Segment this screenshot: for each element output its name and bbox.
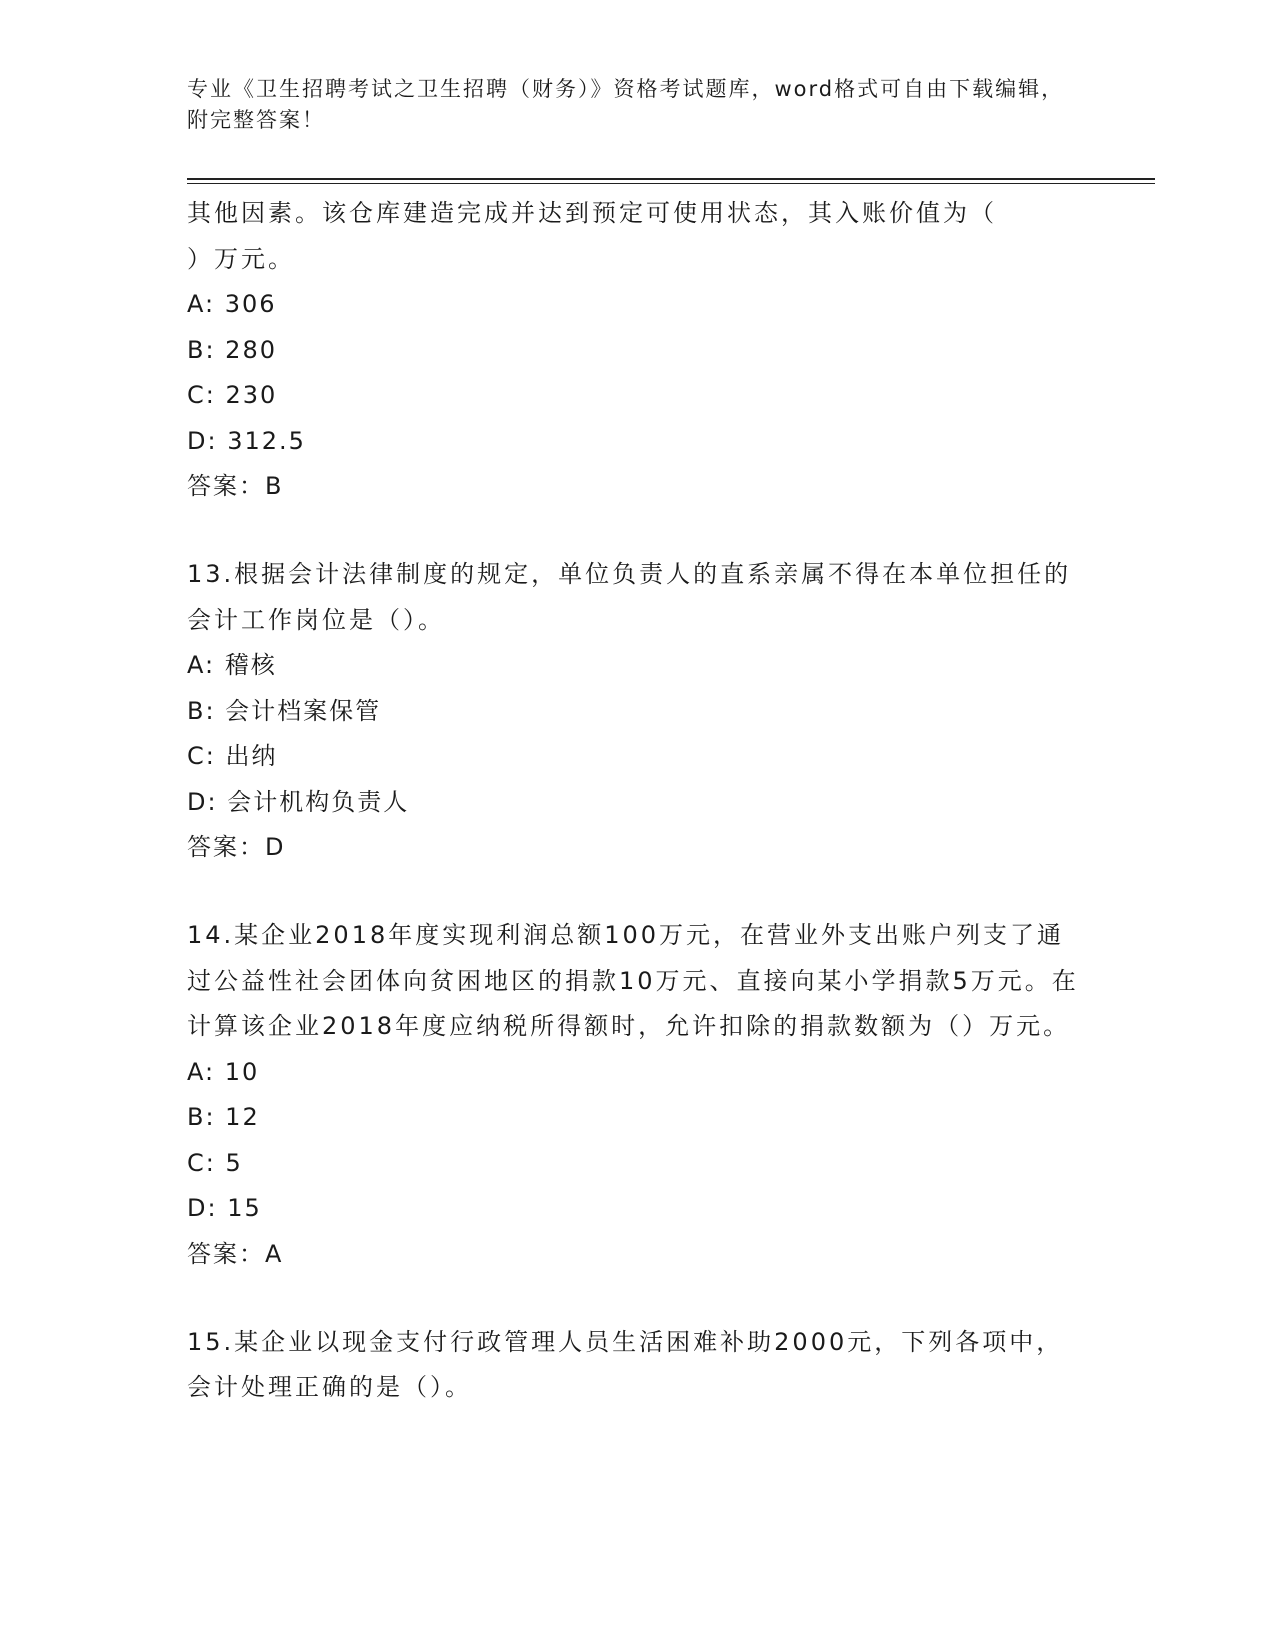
answer-line: 答案：A	[187, 1239, 284, 1268]
option-d: D: 312.5	[187, 426, 306, 455]
option-c: C: 出纳	[187, 742, 278, 770]
option-c: C: 230	[187, 381, 278, 409]
option-b: B: 280	[187, 335, 277, 364]
option-b: B: 会计档案保管	[187, 696, 382, 725]
answer-line: 答案：B	[187, 472, 284, 500]
question-stem: 14.某企业2018年度实现利润总额100万元，在营业外支出账户列支了通过公益性社会团体向贫困地区的捐款10万元、直接向某小学捐款5万元。在计算该企业2018年度应纳税所得额时，允许扣除的捐款数额为（）万元。	[187, 921, 1079, 1040]
question-15	[187, 1320, 1087, 1411]
answer-line: 答案：D	[187, 833, 286, 861]
question-stem-line: ）万元。	[187, 244, 295, 273]
option-a: A: 稽核	[187, 651, 277, 679]
option-a: A: 306	[187, 290, 277, 318]
option-d: D: 会计机构负责人	[187, 787, 410, 816]
header-divider	[187, 178, 1155, 184]
question-12-continuation	[187, 191, 1087, 508]
option-d: D: 15	[187, 1194, 262, 1222]
question-stem: 15.某企业以现金支付行政管理人员生活困难补助2000元，下列各项中，会计处理正确的是（）。	[187, 1327, 1064, 1401]
option-a: A: 10	[187, 1057, 260, 1086]
header-intro: 专业《卫生招聘考试之卫生招聘（财务）》资格考试题库，word格式可自由下载编辑，附完整答案！	[187, 77, 1065, 132]
question-stem-line: 其他因素。该仓库建造完成并达到预定可使用状态，其入账价值为（	[187, 199, 997, 227]
option-b: B: 12	[187, 1103, 260, 1131]
question-13	[187, 552, 1087, 869]
question-content	[187, 191, 1087, 1411]
option-c: C: 5	[187, 1148, 243, 1177]
question-stem: 13.根据会计法律制度的规定，单位负责人的直系亲属不得在本单位担任的会计工作岗位是（）。	[187, 560, 1072, 634]
question-14	[187, 913, 1087, 1276]
